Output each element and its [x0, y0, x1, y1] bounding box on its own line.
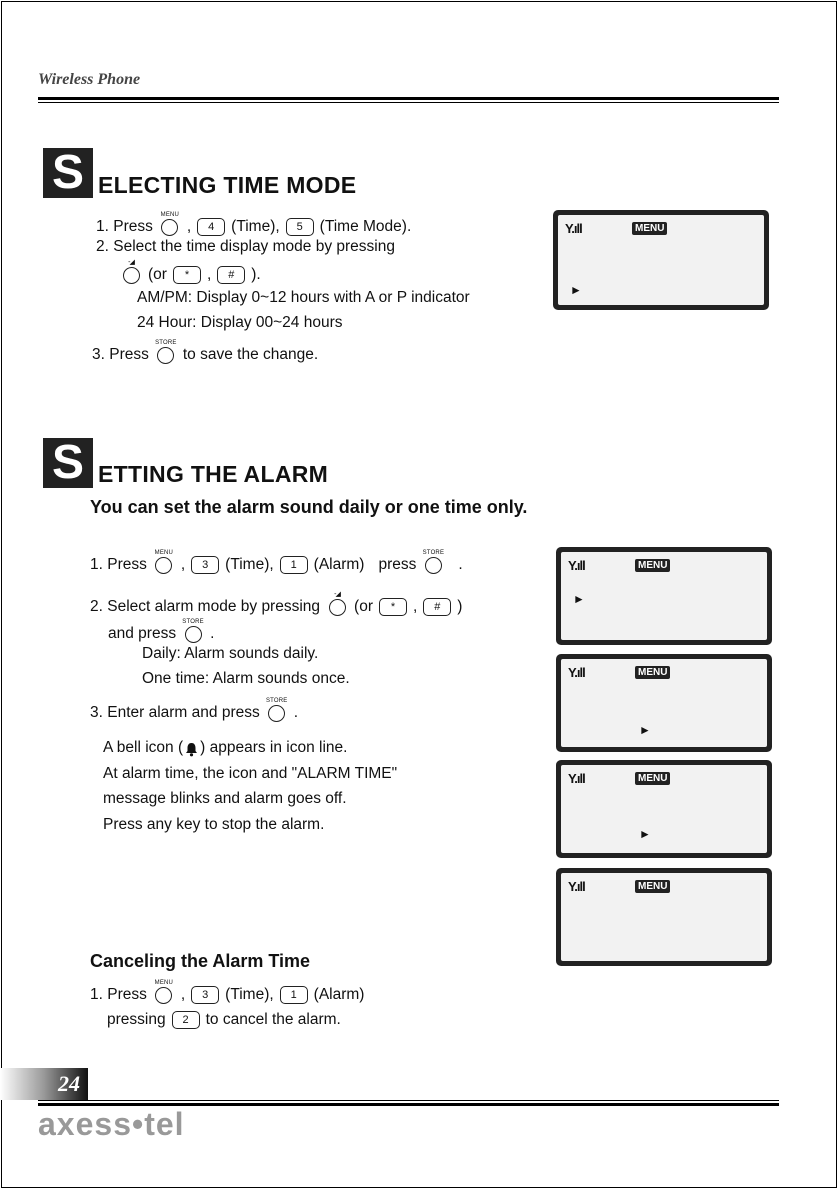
header-rule-thin: [38, 102, 779, 103]
footer-rule-thin: [38, 1100, 779, 1101]
section1-option-ampm: AM/PM: Display 0~12 hours with A or P indicator: [137, 289, 470, 306]
star-key-icon: *: [173, 266, 201, 284]
store-button-icon: STORE: [422, 548, 444, 574]
signal-icon: Y.ıll: [568, 879, 585, 894]
section2-note-bell: A bell icon ( ) appears in icon line.: [103, 739, 348, 756]
section2-note-stop: Press any key to stop the alarm.: [103, 816, 325, 833]
section2-step3: 3. Enter alarm and press STORE .: [90, 698, 299, 721]
section1-step3: 3. Press STORE to save the change.: [92, 340, 319, 363]
key-4-icon: 4: [197, 218, 225, 236]
pointer-icon: ►: [639, 723, 651, 737]
section2-note-alarm-time: At alarm time, the icon and "ALARM TIME": [103, 765, 398, 782]
signal-icon: Y.ıll: [568, 771, 585, 786]
key-1-icon: 1: [280, 986, 308, 1004]
section2-letter: S: [43, 438, 93, 488]
section1-step2: 2. Select the time display mode by pressing: [96, 238, 395, 255]
nav-button-icon: -◢: [326, 590, 348, 616]
section1-letter: S: [43, 148, 93, 198]
section2-step2b: and press STORE .: [108, 619, 215, 642]
section2-step1: 1. Press MENU , 3 (Time), 1 (Alarm) press STORE .: [90, 550, 463, 573]
cancel-step1: 1. Press MENU , 3 (Time), 1 (Alarm): [90, 980, 365, 1003]
key-3-icon: 3: [191, 986, 219, 1004]
menu-indicator: MENU: [635, 666, 670, 679]
hash-key-icon: #: [423, 598, 451, 616]
key-5-icon: 5: [286, 218, 314, 236]
signal-icon: Y.ıll: [568, 558, 585, 573]
cancel-step2: pressing 2 to cancel the alarm.: [107, 1011, 341, 1028]
nav-button-icon: -◢: [120, 258, 142, 284]
section2-title: ETTING THE ALARM: [98, 461, 329, 487]
brand-logo: axess•tel: [38, 1106, 185, 1142]
section2-option-onetime: One time: Alarm sounds once.: [142, 670, 350, 687]
star-key-icon: *: [379, 598, 407, 616]
header-rule: [38, 97, 779, 100]
key-3-icon: 3: [191, 556, 219, 574]
key-1-icon: 1: [280, 556, 308, 574]
section1-step2-keys: -◢ (or * , # ).: [118, 258, 261, 284]
lcd-screen-time-mode: [553, 210, 769, 310]
section2-step2: 2. Select alarm mode by pressing -◢ (or * , # ): [90, 591, 463, 615]
cancel-title: Canceling the Alarm Time: [90, 951, 311, 971]
page-number: 24: [58, 1071, 80, 1096]
menu-button-icon: MENU: [153, 548, 175, 574]
hash-key-icon: #: [217, 266, 245, 284]
store-button-icon: STORE: [182, 617, 204, 643]
section2-subtitle: You can set the alarm sound daily or one time only.: [90, 497, 528, 517]
signal-icon: Y.ıll: [565, 221, 582, 236]
section2-note-blinks: message blinks and alarm goes off.: [103, 790, 347, 807]
pointer-icon: ►: [639, 827, 651, 841]
section2-option-daily: Daily: Alarm sounds daily.: [142, 645, 319, 662]
lcd-screen-alarm-4: [556, 868, 772, 966]
lcd-screen-alarm-3: [556, 760, 772, 858]
section1-title: ELECTING TIME MODE: [98, 172, 357, 198]
menu-button-icon: MENU: [153, 978, 175, 1004]
menu-indicator: MENU: [635, 880, 670, 893]
store-button-icon: STORE: [266, 696, 288, 722]
lcd-screen-alarm-2: [556, 654, 772, 752]
menu-button-icon: MENU: [159, 210, 181, 236]
section1-option-24h: 24 Hour: Display 00~24 hours: [137, 314, 343, 331]
bell-icon: [184, 742, 199, 757]
menu-indicator: MENU: [635, 559, 670, 572]
menu-indicator: MENU: [632, 222, 667, 235]
pointer-icon: ►: [570, 283, 582, 297]
key-2-icon: 2: [172, 1011, 200, 1029]
signal-icon: Y.ıll: [568, 665, 585, 680]
store-button-icon: STORE: [155, 338, 177, 364]
section1-step1: 1. Press MENU , 4 (Time), 5 (Time Mode).: [96, 212, 412, 235]
lcd-screen-alarm-1: [556, 547, 772, 645]
header-title: Wireless Phone: [38, 71, 141, 88]
pointer-icon: ►: [573, 592, 585, 606]
menu-indicator: MENU: [635, 772, 670, 785]
